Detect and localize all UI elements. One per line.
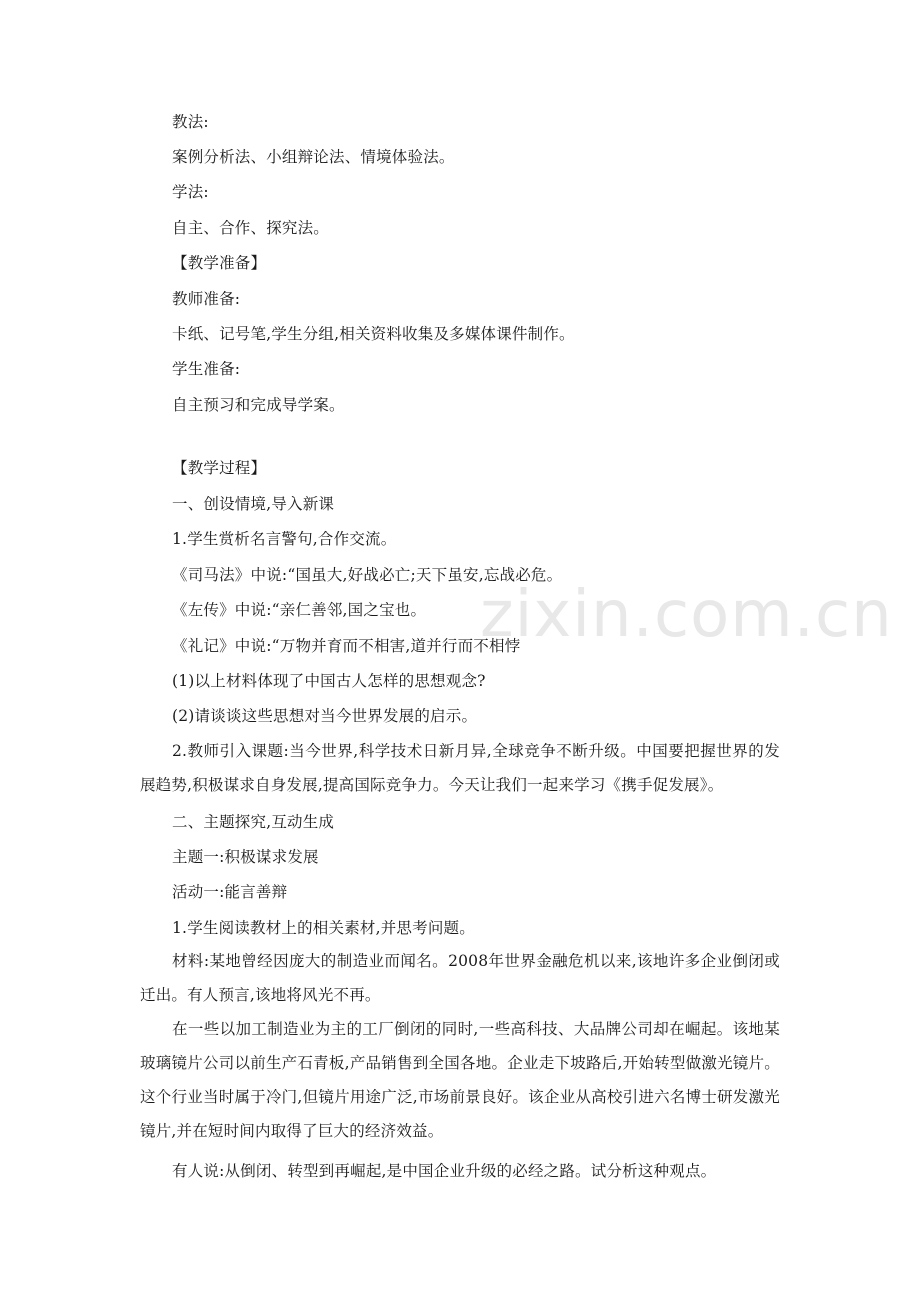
activity-step-one: 1.学生阅读教材上的相关素材,并思考问题。 (172, 919, 475, 937)
heading-teaching-method: 教法: (172, 113, 209, 131)
quote-li-ji: 《礼记》中说:“万物并育而不相害,道并行而不相悖 (172, 637, 521, 655)
watermark: zixin.com.cn (480, 578, 893, 652)
theme-one-heading: 主题一:积极谋求发展 (172, 848, 319, 866)
material-paragraph: 材料:某地曾经因庞大的制造业而闻名。2008年世界金融危机以来,该地许多企业倒闭或迁出。有人预言,该地将风光不再。 (140, 952, 780, 1004)
question-one: (1)以上材料体现了中国古人怎样的思想观念? (172, 672, 486, 690)
step-one-text: 1.学生赏析名言警句,合作交流。 (172, 530, 397, 548)
learning-method-text: 自主、合作、探究法。 (172, 219, 330, 237)
heading-learning-method: 学法: (172, 183, 209, 201)
discussion-paragraph: 有人说:从倒闭、转型到再崛起,是中国企业升级的必经之路。试分析这种观点。 (172, 1162, 717, 1180)
teacher-intro-paragraph: 2.教师引入课题:当今世界,科学技术日新月异,全球竞争不断升级。中国要把握世界的发展趋势,积极谋求自身发展,提高国际竞争力。今天让我们一起来学习《携手促发展》。 (140, 742, 780, 794)
section-teaching-preparation: 【教学准备】 (172, 254, 267, 272)
case-paragraph: 在一些以加工制造业为主的工厂倒闭的同时,一些高科技、大品牌公司却在崛起。该地某玻璃镜片公司以前生产石青板,产品销售到全国各地。企业走下坡路后,开始转型做激光镜片。这个行业当时属于冷门,但镜片用途广泛,市场前景良好。该企业从高校引进六名博士研发激光镜片,并在短时间内取得了巨大的经济效益。 (140, 1020, 780, 1140)
part-two-heading: 二、主题探究,互动生成 (172, 813, 335, 831)
quote-zuo-zhuan: 《左传》中说:“亲仁善邻,国之宝也。 (172, 601, 427, 619)
section-teaching-process: 【教学过程】 (172, 459, 267, 477)
teaching-method-text: 案例分析法、小组辩论法、情境体验法。 (172, 148, 455, 166)
student-preparation-text: 自主预习和完成导学案。 (172, 396, 345, 414)
part-one-heading: 一、创设情境,导入新课 (172, 495, 335, 513)
heading-student-preparation: 学生准备: (172, 360, 241, 378)
activity-one-heading: 活动一:能言善辩 (172, 883, 288, 901)
heading-teacher-preparation: 教师准备: (172, 290, 241, 308)
teacher-preparation-text: 卡纸、记号笔,学生分组,相关资料收集及多媒体课件制作。 (172, 325, 575, 343)
quote-sima-fa: 《司马法》中说:“国虽大,好战必亡;天下虽安,忘战必危。 (172, 566, 563, 584)
question-two: (2)请谈谈这些思想对当今世界发展的启示。 (172, 707, 478, 725)
